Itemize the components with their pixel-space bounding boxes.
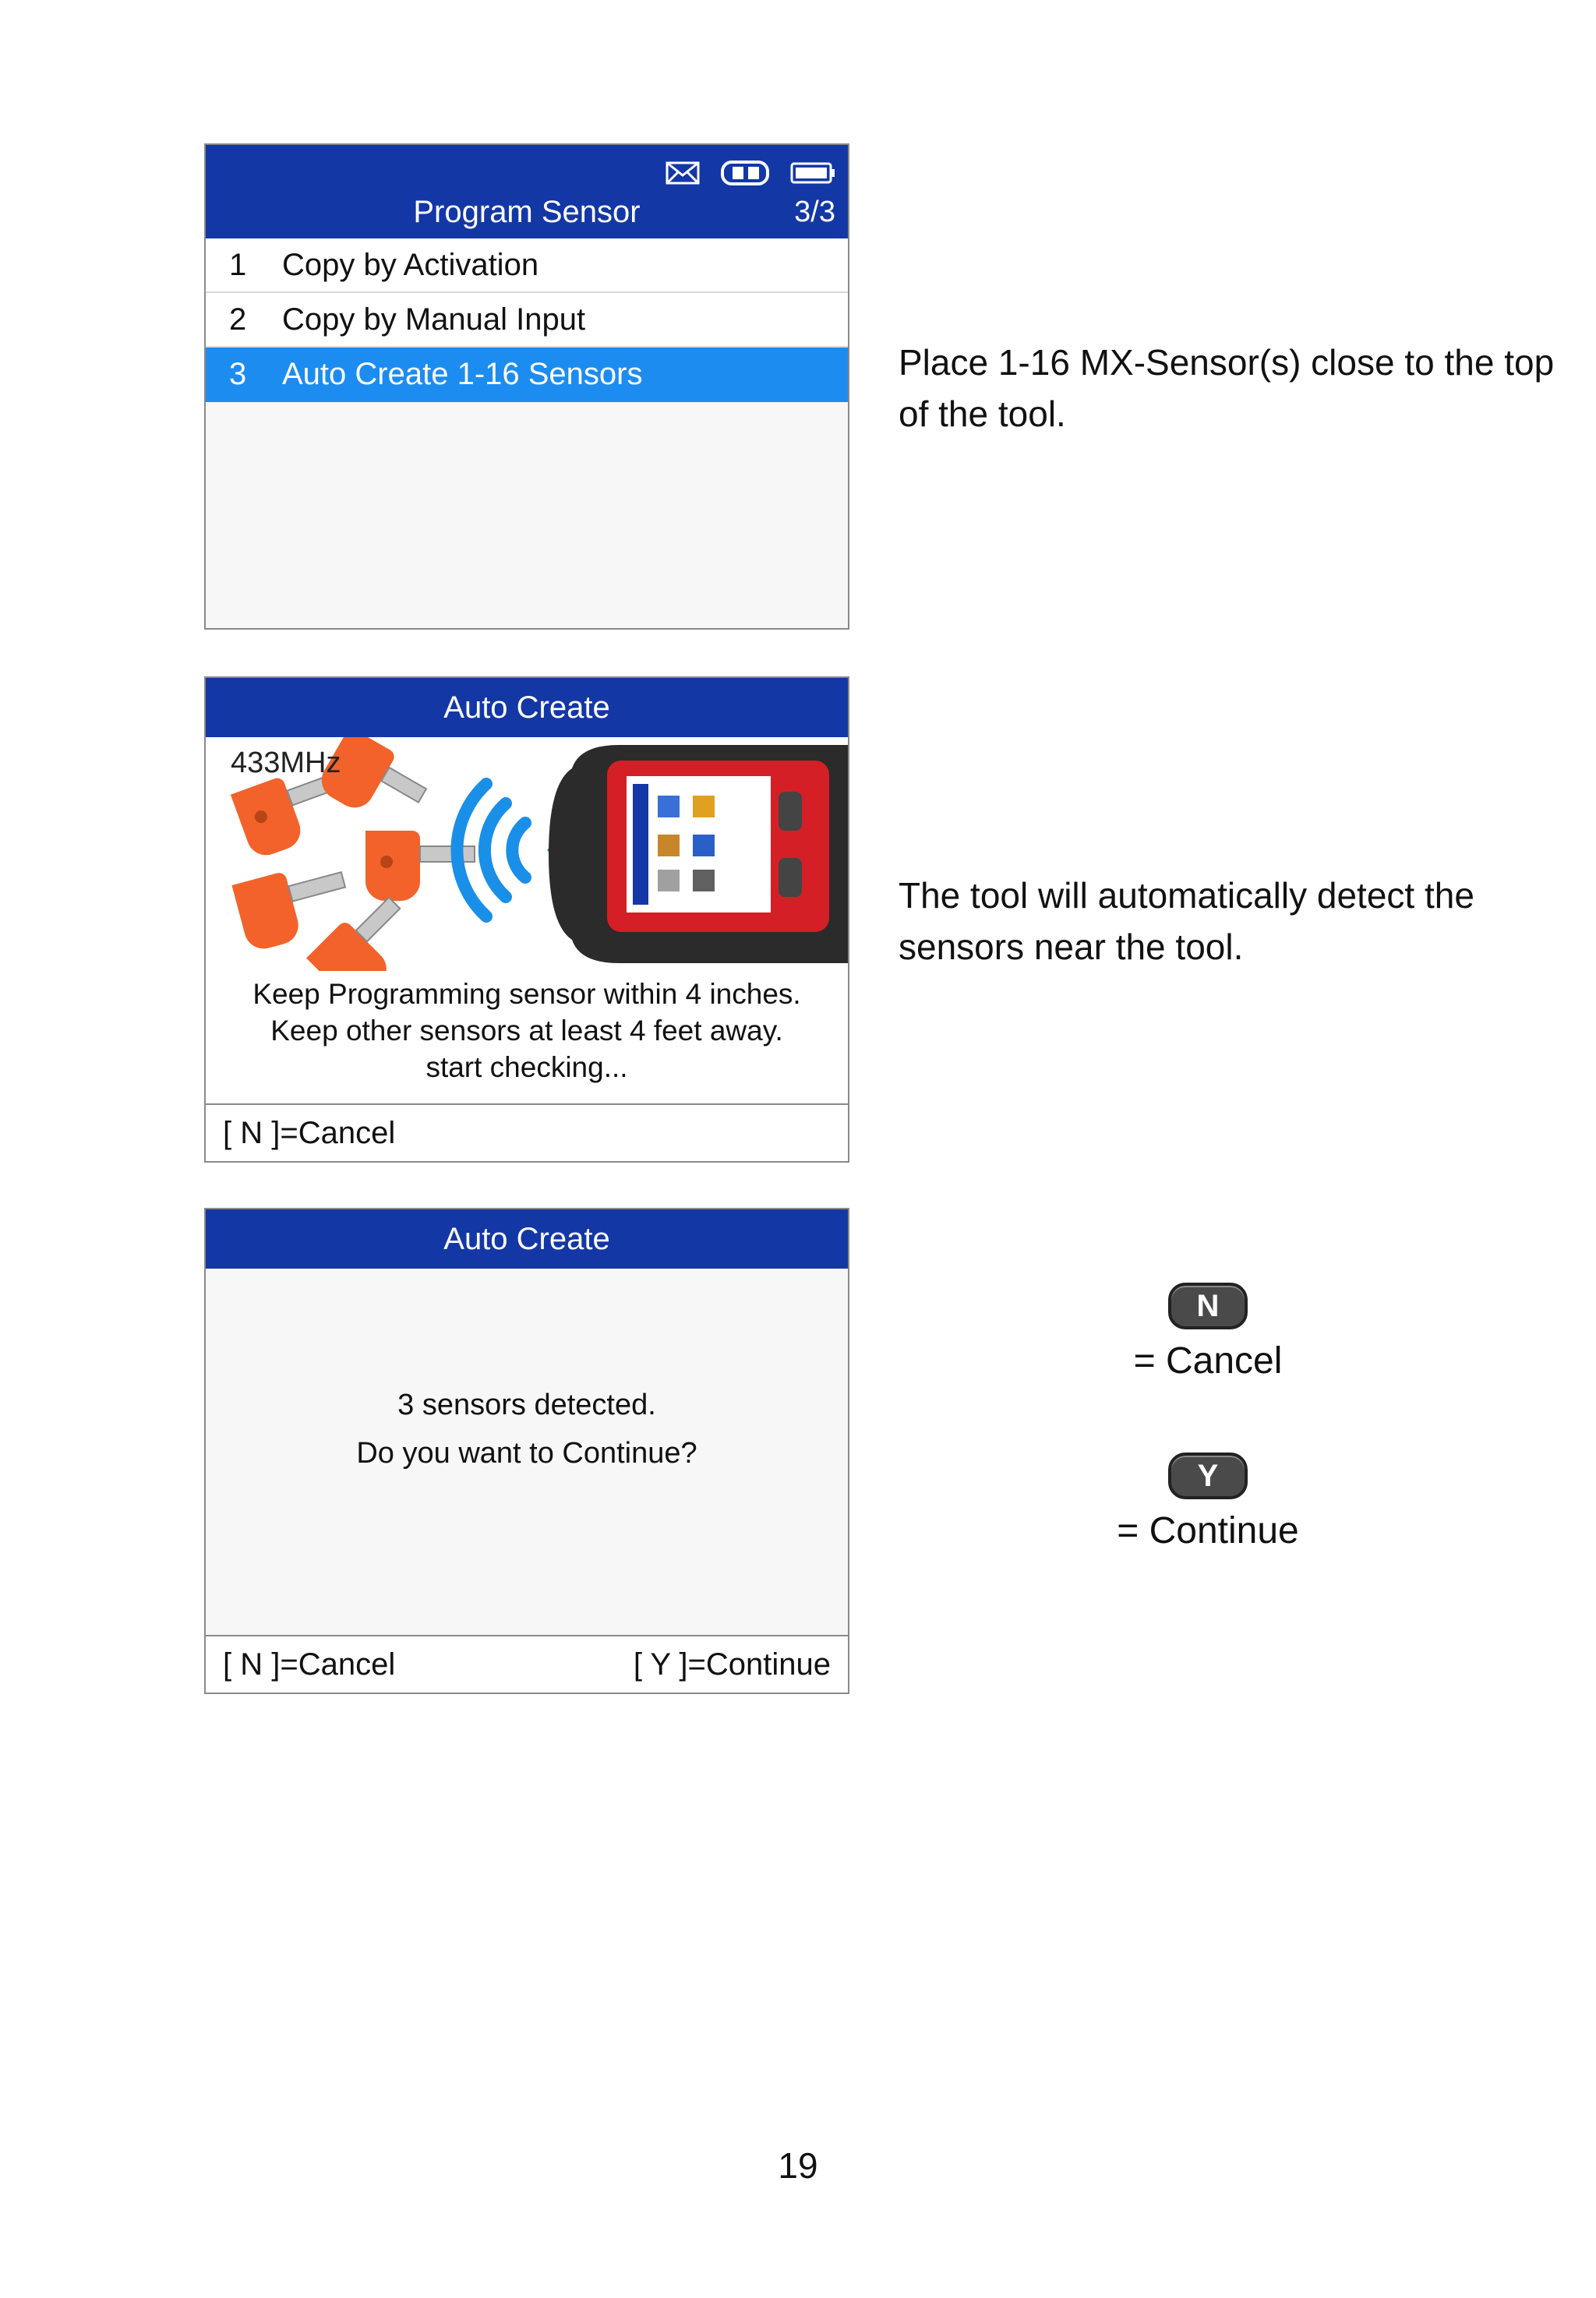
message-line: 3 sensors detected. xyxy=(397,1389,656,1421)
auto-create-result-screen xyxy=(204,1208,849,1694)
frequency-label: 433MHz xyxy=(231,747,341,779)
footer-bar xyxy=(206,1103,848,1161)
battery-icon xyxy=(790,161,835,185)
step1-description: Place 1-16 MX-Sensor(s) close to the top of the tool. xyxy=(899,342,1555,434)
menu-item-number: 1 xyxy=(229,247,247,282)
instruction-text xyxy=(206,971,848,1102)
page-number: 19 xyxy=(778,2145,818,2186)
footer-bar xyxy=(206,1635,848,1693)
step2-description: The tool will automatically detect the sensors near the tool. xyxy=(899,875,1474,967)
menu-item-label: Copy by Manual Input xyxy=(282,302,586,337)
instruction-line: Keep Programming sensor within 4 inches. xyxy=(252,978,801,1010)
screen-title: Program Sensor xyxy=(413,195,641,229)
tpms-tool-device xyxy=(549,745,848,963)
tpms-sensor-icon xyxy=(306,887,428,971)
status-icons xyxy=(666,156,835,190)
y-key-icon: Y xyxy=(1168,1453,1248,1499)
menu-item-copy-by-manual-input[interactable] xyxy=(206,293,848,348)
header-bar xyxy=(206,678,848,737)
header-bar xyxy=(206,145,848,238)
y-key-meaning: = Continue xyxy=(1117,1510,1299,1551)
screen-title: Auto Create xyxy=(443,1222,610,1256)
detection-message xyxy=(206,1381,848,1477)
cancel-hint[interactable]: [ N ]=Cancel xyxy=(223,1647,396,1682)
sensor-illustration xyxy=(206,737,848,971)
menu-item-label: Copy by Activation xyxy=(282,247,539,282)
header-bar xyxy=(206,1209,848,1269)
message-line: Do you want to Continue? xyxy=(356,1437,697,1470)
instruction-line: Keep other sensors at least 4 feet away. xyxy=(270,1015,783,1047)
menu-item-number: 2 xyxy=(229,302,247,337)
screen-title: Auto Create xyxy=(443,690,610,725)
menu-item-number: 3 xyxy=(229,356,247,391)
cancel-hint[interactable]: [ N ]=Cancel xyxy=(223,1116,396,1150)
n-key-legend xyxy=(1091,1283,1325,1389)
menu-item-auto-create[interactable] xyxy=(206,348,848,402)
page-indicator: 3/3 xyxy=(794,196,835,228)
vehicle-connection-icon xyxy=(720,160,770,186)
auto-create-checking-screen xyxy=(204,676,849,1163)
continue-hint[interactable]: [ Y ]=Continue xyxy=(633,1647,831,1682)
n-key-icon: N xyxy=(1168,1283,1248,1329)
program-sensor-screen xyxy=(204,143,849,630)
mail-icon xyxy=(666,161,700,185)
menu-item-label: Auto Create 1-16 Sensors xyxy=(282,356,643,391)
n-key-meaning: = Cancel xyxy=(1133,1340,1283,1382)
y-key-legend xyxy=(1091,1453,1325,1558)
menu-item-copy-by-activation[interactable] xyxy=(206,238,848,293)
instruction-line: start checking... xyxy=(425,1051,628,1083)
